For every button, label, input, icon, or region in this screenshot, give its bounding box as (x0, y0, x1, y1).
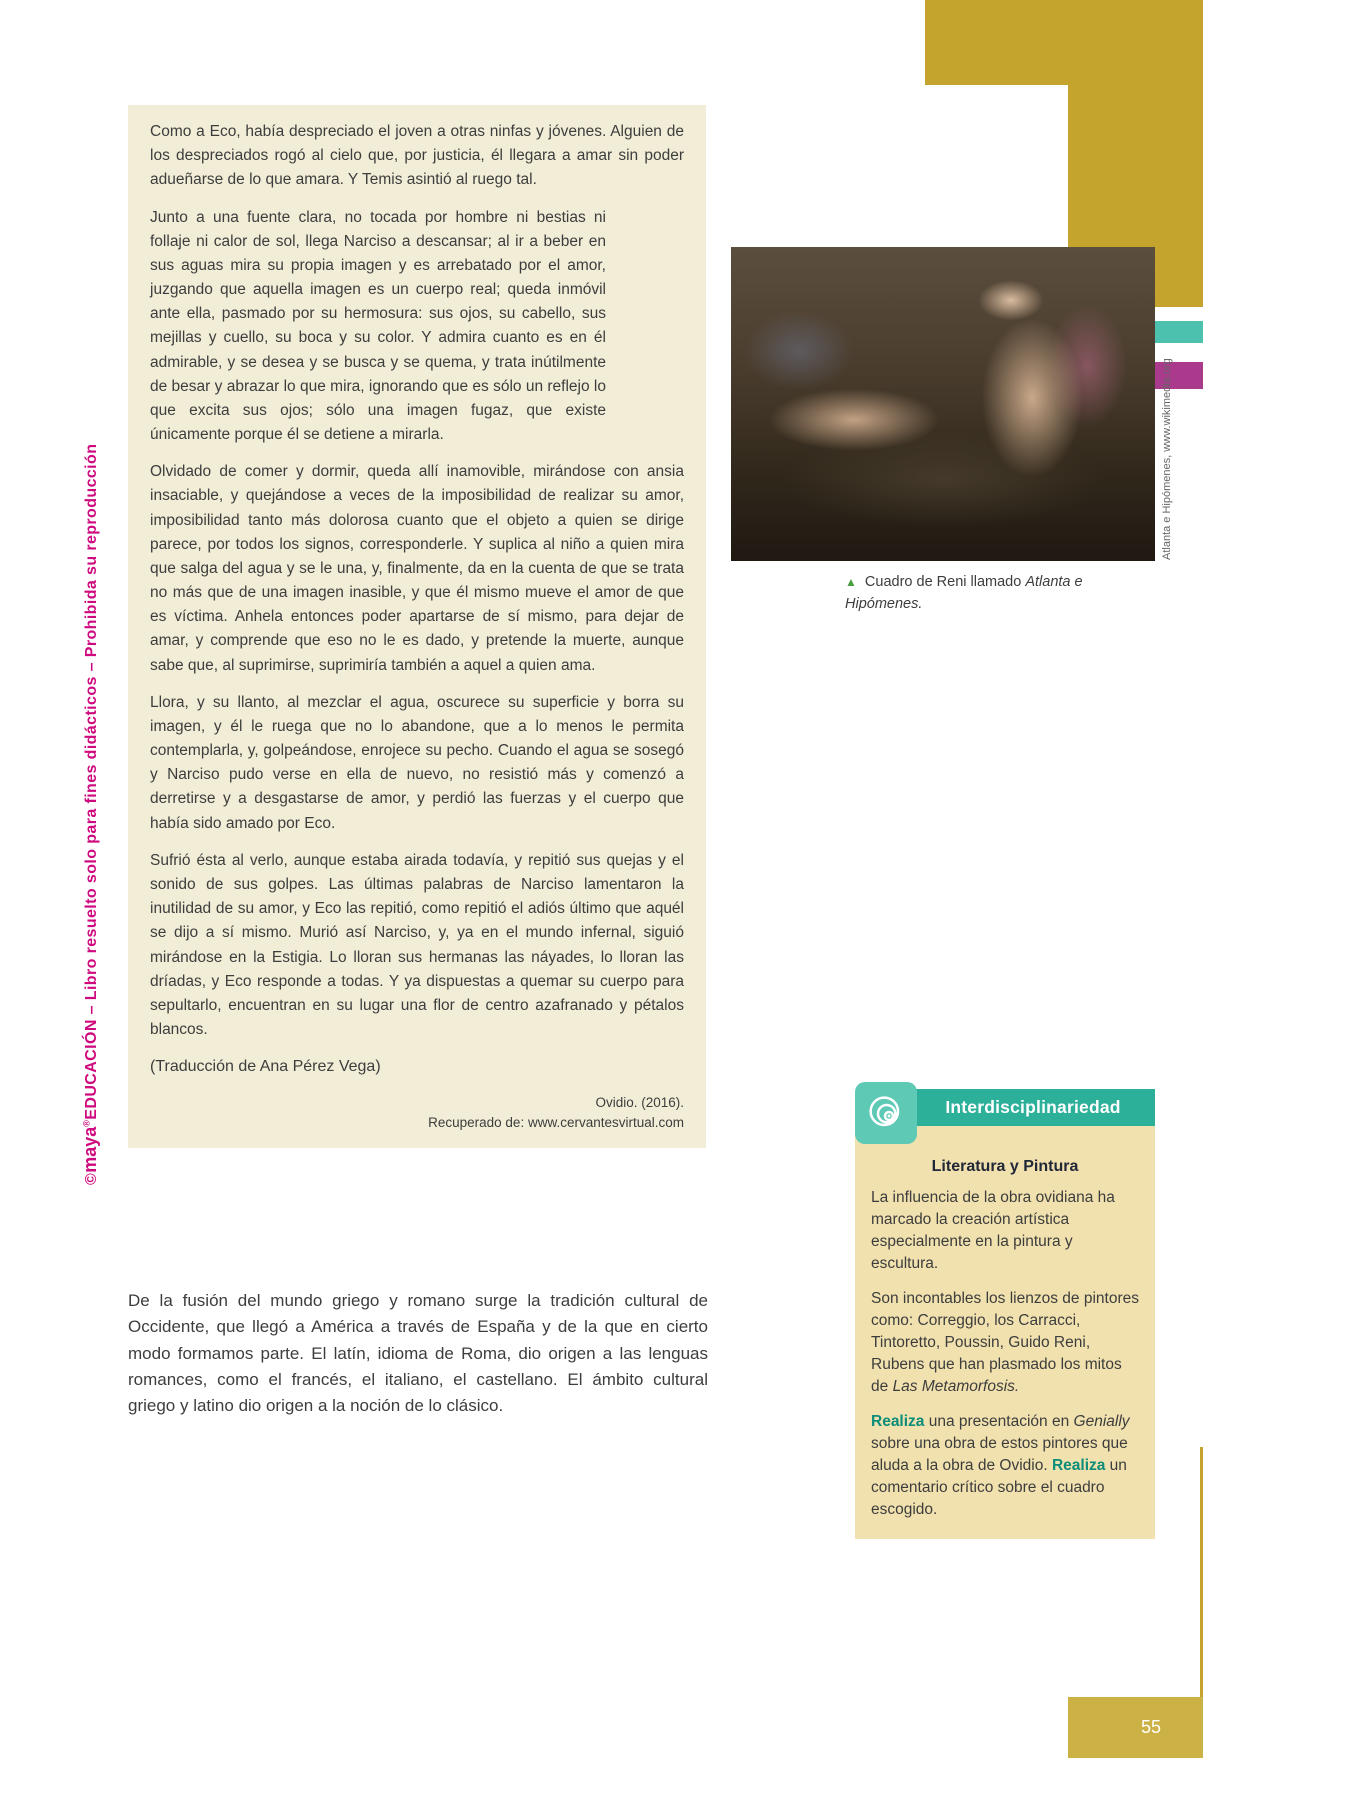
concentric-circles-icon (855, 1082, 917, 1144)
book-title-italic: Las Metamorfosis. (892, 1378, 1020, 1395)
passage-paragraph: Llora, y su llanto, al mezclar el agua, oscurece su superficie y borra su imagen, y él le ruega que no lo abandone, que a lo menos le permita contemplarla, y, golpeándose, enrojece su pecho. Cuando el agua se sosegó y Narciso pudo verse en ella de nuevo, no resistió más y comenzó a derretirse y a desgastarse de amor, y perdió las fuerzas y el cuerpo que había sido amado por Eco. (150, 693, 684, 832)
artwork-caption (845, 572, 1113, 616)
registered-symbol: ® (81, 1119, 92, 1127)
tool-name-italic: Genially (1073, 1413, 1130, 1430)
deco-gold-rule (1200, 1447, 1203, 1697)
passage-paragraph: Olvidado de comer y dormir, queda allí inamovible, mirándose con ansia insaciable, y quejándose a veces de la imposibilidad de realizar su amor, imposibilidad tanto más dolorosa cuanto que el objeto a quien se dirige parece, por todos los signos, corresponderle. Y suplica al niño a quien mira que salga del agua y se le una, y, finalmente, da en la cuenta de que se trata no más que de una imagen inasible, y que él mismo mueve el amor de que es víctima. Anhela entonces poder apartarse de sí mismo, para dejar de amar, y comprende que eso no le es dado, y pretende la muerte, aunque sabe que, al suprimirse, suprimiría también a aquel a quien ama. (150, 463, 684, 674)
interdisciplinary-paragraph: La influencia de la obra ovidiana ha marcado la creación artística especialmente en la pintura y escultura. (871, 1189, 1115, 1272)
interdisciplinary-header: Interdisciplinariedad (911, 1089, 1155, 1126)
passage-paragraph: Sufrió ésta al verlo, aunque estaba airada todavía, y repitió sus quejas y el sonido de sus golpes. Las últimas palabras de Narciso lamentaron la inutilidad de su amor, y Eco las repitió, como repitió el adiós último que aquél se dijo a sí mismo. Murió así Narciso, y, ya en el mundo infernal, siguió mirándose en la Estigia. Lo lloran sus hermanas las náyades, lo lloran las dríadas, y Eco responde a todas. Y ya dispuestas a quemar su cuerpo para sepultarlo, encuentran en su lugar una flor de centro azafranado y pétalos blancos. (150, 851, 684, 1039)
closing-paragraph: De la fusión del mundo griego y romano surge la tradición cultural de Occidente, que llegó a América a través de España y de la que en cierto modo formamos parte. El latín, idioma de Roma, dio origen a las lenguas romances, como el francés, el italiano, el castellano. El ámbito cultural griego y latino dio origen a la noción de lo clásico. (128, 1291, 708, 1416)
caption-text: Cuadro de Reni llamado (860, 574, 1026, 590)
interdisciplinary-body (855, 1126, 1155, 1539)
brand-logo-maya: maya (80, 1126, 100, 1173)
passage-paragraph: Como a Eco, había despreciado el joven a otras ninfas y jóvenes. Alguien de los despreciados rogó al cielo que, por justicia, él llegara a amar sin poder adueñarse de lo que amara. Y Temis asintió al ruego tal. (150, 123, 684, 189)
interdisciplinary-sidebar (855, 1082, 1155, 1539)
interdisciplinary-subtitle: Literatura y Pintura (931, 1158, 1079, 1175)
activity-verb: Realiza (871, 1413, 925, 1430)
copyright-symbol: © (83, 1172, 100, 1185)
passage-paragraph: Junto a una fuente clara, no tocada por hombre ni bestias ni follaje ni calor de sol, llega Narciso a descansar; al ir a beber en sus aguas mira su propia imagen y es arrebatado por el amor, juzgando que aquella imagen es un cuerpo real; queda inmóvil ante ella, pasmado por su hermosura: sus ojos, su cabello, sus mejillas y cuello, su boca y su color. Y admira cuanto es en él admirable, y se desea y se busca y se quema, y trata inútilmente de besar y abrazar lo que mira, ignorando que es sólo un reflejo lo que excita sus ojos; sólo una imagen fugaz, que existe únicamente porque él se detiene a mirarla. (150, 208, 606, 444)
paragraph-text: un comentario crítico sobre el cuadro escogido. (871, 1457, 1127, 1518)
page-number: 55 (1140, 1717, 1161, 1737)
caption-artwork-title: Atlanta e Hipómenes. (845, 574, 1083, 612)
paragraph-text: sobre una obra de estos pintores que aluda a la obra de Ovidio. (871, 1435, 1128, 1474)
paragraph-text: una presentación en (924, 1413, 1074, 1430)
citation-source: Recuperado de: www.cervantesvirtual.com (428, 1115, 684, 1131)
caption-triangle-icon: ▲ (845, 575, 857, 589)
source-citation (150, 1093, 684, 1134)
page-number-block (1068, 1697, 1203, 1758)
painting-atlanta-e-hipomenes (731, 247, 1155, 561)
paragraph-text: Son incontables los lienzos de pintores como: Correggio, los Carracci, Tintoretto, Poussin, Guido Reni, Rubens que han plasmado los mitos de (871, 1290, 1139, 1395)
activity-verb: Realiza (1051, 1457, 1106, 1474)
reading-passage (128, 105, 706, 1148)
interdisciplinary-paragraph (871, 1288, 1139, 1398)
edition-copyright-vertical (80, 444, 101, 1185)
translation-credit: (Traducción de Ana Pérez Vega) (150, 1058, 381, 1076)
artwork-credit-vertical: Atlanta e Hipómenes, www.wikimedia.org (1161, 358, 1173, 560)
citation-author: Ovidio. (2016). (595, 1095, 684, 1111)
edition-notice-text: EDUCACIÓN – Libro resuelto solo para fines didácticos – Prohibida su reproducción (83, 443, 100, 1120)
interdisciplinary-paragraph (871, 1411, 1139, 1521)
